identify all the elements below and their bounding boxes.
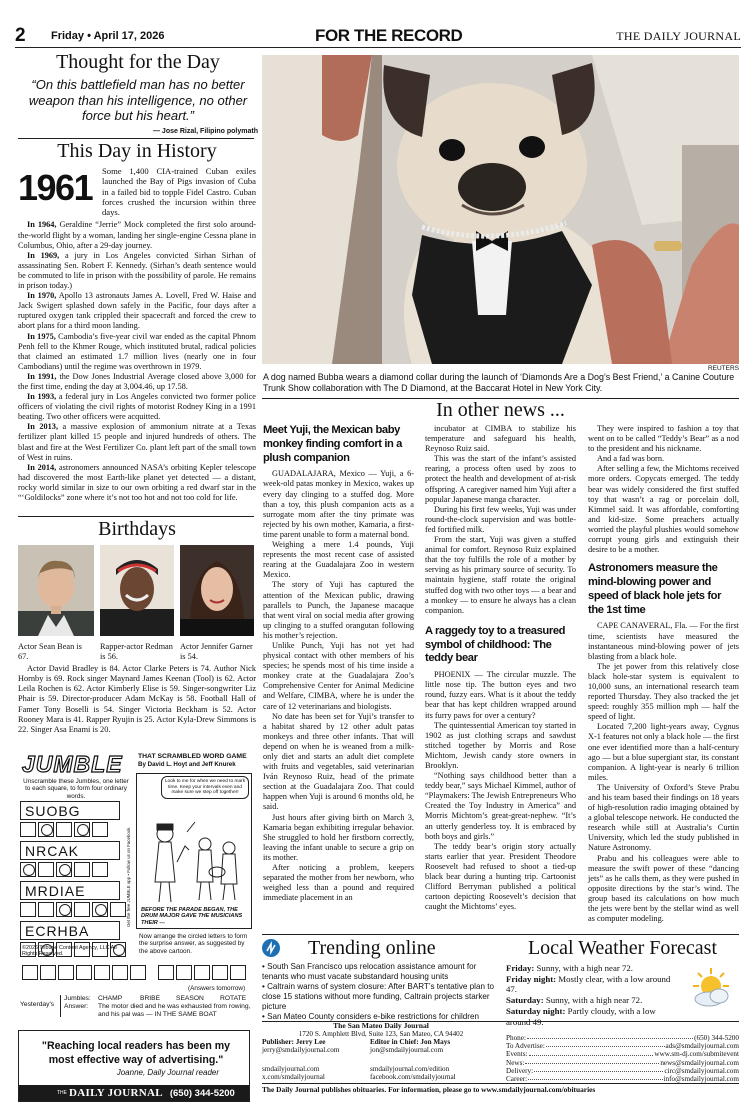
jumble-answer-tile[interactable] <box>194 965 210 980</box>
history-year: 1961 <box>18 167 93 208</box>
jumble-arrange: Now arrange the circled letters to form the surprise answer, as suggested by the above cartoon. <box>139 933 248 955</box>
weather-day: Friday: <box>506 963 535 973</box>
history-item-text: Geraldine “Jerrie” Mock completed the first solo around-the-world flight by a woman, landing her single-engine Cessna plane in Columbus, Ohio, after a 29-day journey. <box>18 220 256 250</box>
article-paragraph: Located 7,200 light-years away, Cygnus X-1 features not only a black hole — the first one ever identified more than a half-century ago — but a blue supergiant star, its constant companion. A light-year is nearly 6 trillion miles. <box>588 722 739 782</box>
masthead-address: 1720 S. Amphlett Blvd, Suite 123, San Mateo, CA 94402 <box>298 1030 464 1038</box>
jumble-letter-tile[interactable] <box>56 862 72 877</box>
jumble-letter-tile[interactable] <box>92 822 108 837</box>
jumble-letter-tiles <box>20 902 130 917</box>
history-item <box>18 422 256 462</box>
jumble-letter-tile[interactable] <box>20 902 36 917</box>
local-weather <box>506 936 739 1027</box>
weather-item <box>506 995 678 1006</box>
article-1-headline: Meet Yuji, the Mexican baby monkey finding comfort in a plush companion <box>263 424 402 464</box>
weather-forecast: Mostly clear, with a low around 47. <box>506 973 671 995</box>
jumble-letter-tile[interactable] <box>20 862 36 877</box>
masthead-publisher-email[interactable]: jerry@smdailyjournal.com <box>262 1046 340 1054</box>
jumble-letter-tile[interactable] <box>74 902 90 917</box>
history-item-year: In 1975, <box>27 331 56 341</box>
jumble-subtitle: THAT SCRAMBLED WORD GAME <box>138 753 247 760</box>
contact-row[interactable] <box>506 1075 739 1083</box>
portrait-redman <box>100 545 174 636</box>
history-item <box>18 392 256 422</box>
cartoon-caption: BEFORE THE PARADE BEGAN, THE DRUM MAJOR GAVE THE MUSICIANS THEIR --- <box>141 906 243 926</box>
thought-for-the-day <box>18 50 258 135</box>
article-paragraph: CAPE CANAVERAL, Fla. — For the first time, scientists have measured the instantaneous mind-blowing power of jets blasting from a black hole. <box>588 621 739 661</box>
yesterday-jumble-1: CHAMP <box>98 995 123 1002</box>
article-paragraph: This was the start of the infant’s assisted rearing, a process often used by zoos to protect the health and development of at-risk offspring. A caregiver named him Yuji after a popular Japanese manga character. <box>425 454 576 504</box>
jumble-letter-tile[interactable] <box>56 822 72 837</box>
jumble-letter-tiles <box>20 822 130 837</box>
article-paragraph: The University of Oxford’s Steve Prabu and his team based their findings on 18 years of high-resolution radio imaging obtained by a global telescope network. He conducted the research while still at Australia’s Curtin University, which led the study published in Nature Astronomy. <box>588 782 739 853</box>
ad-bar <box>19 1085 249 1101</box>
yesterday-label: Yesterday's <box>20 1001 55 1008</box>
jumble-answer-tile[interactable] <box>230 965 246 980</box>
contact-label: Delivery: <box>506 1066 534 1075</box>
contact-value[interactable]: news@smdailyjournal.com <box>660 1058 739 1067</box>
this-day-in-history <box>18 139 256 503</box>
page-number: 2 <box>15 25 26 46</box>
contact-row[interactable] <box>506 1059 739 1067</box>
contact-label: Phone: <box>506 1034 526 1042</box>
history-item-text: astronomers announced NASA’s orbiting Kepler telescope had discovered the most Earth-like planet yet detected — a distant, rocky world similar in size to our own orbiting a red dwarf star in the “‘Goldilocks” zone where it’s not too hot and not too cold for life. <box>18 462 256 503</box>
jumble-letter-tile[interactable] <box>38 862 54 877</box>
ad-phone: (650) 344-5200 <box>169 1087 235 1099</box>
birthdays-title: Birthdays <box>98 518 176 540</box>
birthdays <box>18 517 256 735</box>
jumble-scrambled-word: MRDIAE <box>20 881 120 900</box>
masthead <box>262 1022 739 1112</box>
history-title: This Day in History <box>57 140 217 162</box>
article-paragraph: Unlike Punch, Yuji has not yet had physical contact with other members of his species; he spends most of his time inside a monkey crate at the Guadalajara Zoo’s Comprehensive Center for Animal Medicine and Welfare, CIMBA, where he is under the care of 12 veterinarians and biologists. <box>263 640 414 711</box>
masthead-editor: Editor in Chief: Jon Mays <box>370 1038 451 1046</box>
jumble-answer-tile[interactable] <box>58 965 74 980</box>
cartoon-bubble: Look to me for when we need to mark time. Keep your intervals even and make sure we step off together! <box>161 776 249 799</box>
trending-online <box>262 936 502 1022</box>
masthead-name: The San Mateo Daily Journal <box>333 1021 429 1030</box>
history-item <box>18 463 256 503</box>
feature-photo <box>262 55 739 364</box>
history-item-text: Apollo 13 astronauts James A. Lovell, Fred W. Haise and Jack Swigert splashed down safely in the Pacific, four days after a ruptured oxygen tank crippled their spacecraft and forced the crew to abort plans for a third moon landing. <box>18 291 256 331</box>
news-column-2 <box>425 424 576 912</box>
history-item-year: In 2013, <box>27 422 59 432</box>
ad-logo-the: THE <box>57 1090 67 1096</box>
article-paragraph: After noticing a problem, keepers separated the mother from her newborn, who weighed less than a pound and required immediate placement in an <box>263 863 414 903</box>
article-paragraph: During his first few weeks, Yuji was under round-the-clock supervision and was bottle-fed fortified milk. <box>425 504 576 534</box>
history-item <box>18 251 256 291</box>
jumble-scrambled-word: NRCAK <box>20 841 120 860</box>
birthday-person-2 <box>100 545 174 662</box>
weather-forecast: Sunny, with a high near 72. <box>534 963 633 973</box>
jumble-side-text: Get the free JUMBLE app • Follow us on Facebook <box>126 827 131 927</box>
jumble-letter-tile[interactable] <box>56 902 72 917</box>
paper-name: THE DAILY JOURNAL <box>616 29 741 43</box>
contact-row[interactable] <box>506 1034 739 1042</box>
trending-item[interactable]: • South San Francisco ups relocation assistance amount for tenants who must vacate substandard housing units <box>262 962 477 981</box>
contact-row[interactable] <box>506 1067 739 1075</box>
jumble-answer-tile[interactable] <box>158 965 174 980</box>
article-2-body-2 <box>588 424 739 555</box>
thought-title: Thought for the Day <box>56 51 220 73</box>
jumble-word-block <box>20 801 130 837</box>
article-paragraph: And a fad was born. <box>597 454 665 464</box>
jumble-letter-tile[interactable] <box>110 902 126 917</box>
photo-credit: REUTERS <box>707 365 739 372</box>
jumble-answer-tile[interactable] <box>130 965 146 980</box>
article-paragraph: PHOENIX — The circular muzzle. The little nose tip. The button eyes and two round, fuzzy ears. What is it about the teddy bear that has kept children wrapped around its furry paws for over a century? <box>425 670 576 720</box>
weather-item <box>506 974 678 995</box>
birthday-caption-3: Actor Jennifer Garner is 54. <box>180 642 253 662</box>
article-paragraph: From the start, Yuji was given a stuffed animal for comfort. Reynoso Ruiz explained that the toy fulfills the role of a mother by serving as his primary source of security. To maintain hygiene, staff rotate the original stuffed dog with two other toys — a bear and a monkey — to ensure he always has a clean companion. <box>425 535 576 615</box>
history-item-year: In 1991, <box>27 371 57 381</box>
article-paragraph: GUADALAJARA, Mexico — Yuji, a 6-week-old patas monkey in Mexico, wakes up every day clinging to a stuffed dog. More than a toy, this plush companion acts as a surrogate mom after the tiny primate was rejected by his own mother, Kamaria, a first-time parent unable to form a maternal bond. <box>263 469 414 539</box>
weather-forecast: Sunny, with a high near 72. <box>543 995 643 1006</box>
article-paragraph: “Nothing says childhood better than a teddy bear,” says Michael Kimmel, author of “Playmakers: The Jewish Entrepreneurs Who Created the Toy Industry in America” and Morris Michtom’s great-great-nephew. “It’s an utterly genderless toy. It is embraced by both boys and girls.” <box>425 771 576 841</box>
jumble-answer-tile[interactable] <box>40 965 56 980</box>
contact-label: News: <box>506 1058 525 1067</box>
history-item-text: a federal jury in Los Angeles convicted two former police officers of violating the civil rights of motorist Rodney King in a 1991 beating. Two other officers were acquitted. <box>18 392 256 422</box>
issue-date: Friday • April 17, 2026 <box>51 30 165 42</box>
jumble-answer-tile[interactable] <box>76 965 92 980</box>
news-title: In other news ... <box>436 399 565 421</box>
trending-item[interactable]: • Caltrain warns of system closure: After BART’s tentative plan to close 15 stations without more funding, Caltrain projects starker picture <box>262 982 494 1011</box>
jumble-letter-tile[interactable] <box>38 822 54 837</box>
history-item-text: a massive explosion of ammonium nitrate at a Texas fertilizer plant killed 15 people and injured hundreds of others. The blast and fire at the West Fertilizer Co. plant left part of the small town of West in ruins. <box>18 422 256 462</box>
jumble-puzzle <box>18 751 256 1021</box>
history-item-year: In 1969, <box>27 250 60 260</box>
masthead-web-1[interactable]: smdailyjournal.com <box>262 1065 320 1073</box>
weather-day: Saturday night: <box>506 1005 566 1016</box>
jumble-instructions: Unscramble these Jumbles, one letter to each square, to form four ordinary words. <box>23 778 129 800</box>
article-3-body <box>588 621 739 924</box>
birthday-person-3 <box>180 545 254 662</box>
jumble-answer-tile[interactable] <box>212 965 228 980</box>
thought-quote: “On this battlefield man has no better weapon than his intelligence, no other force but his heart.” <box>28 77 248 123</box>
weather-forecast: Partly cloudy, with a low around 49. <box>506 1005 656 1027</box>
history-item-text: the Dow Jones Industrial Average closed above 3,000 for the first time, ending the day at 3,004.46, up 17.58. <box>18 371 257 391</box>
article-2-body-1 <box>425 670 576 912</box>
contact-label: To Advertise: <box>506 1042 545 1051</box>
trending-icon <box>262 939 280 957</box>
history-list <box>18 220 256 503</box>
contact-label: Events: <box>506 1050 528 1059</box>
jumble-copyright: ©2026 Tribune Content Agency, LLC All Rights Reserved. <box>22 945 117 958</box>
history-item-text: Cambodia’s five-year civil war ended as the capital Phnom Penh fell to the Khmer Rouge, which instituted brutal, radical policies that claimed an estimated 1.7 million lives (nearly one in four Cambodians) until the regime was overthrown in 1979. <box>18 331 256 371</box>
weather-day: Saturday: <box>506 995 544 1006</box>
obituaries-note: The Daily Journal publishes obituaries. For information, please go to www.smdailyjournal.com/obituaries <box>262 1085 596 1094</box>
contact-value[interactable]: (650) 344-5200 <box>694 1034 739 1042</box>
birthday-caption-1: Actor Sean Bean is 67. <box>18 642 82 662</box>
trending-item[interactable]: • San Mateo County considers e-bike restrictions for children <box>262 1012 479 1021</box>
jumble-scrambled-word: ECRHBA <box>20 921 120 940</box>
ad-quote: "Reaching local readers has been my most effective way of advertising." <box>41 1040 231 1066</box>
jumble-scrambled-word: SUOBG <box>20 801 120 820</box>
birthdays-text: Actor David Bradley is 84. Actor Clarke Peters is 74. Author Nick Hornby is 69. Rock singer Maynard James Keenan (Tool) is 62. Actor Leila Rochen is 62. Actor Kimberly Elise is 59. Singer-songwriter Liz Phair is 59. Director-producer Adam McKay is 58. Football Hall of Famer Tony Boselli is 54. Singer Victoria Beckham is 52. Actor Rooney Mara is 41. Rapper Ryujin is 25. Actor Kyla-Drew Simmons is 22. Singer Asa Enami is 20. <box>18 664 256 734</box>
masthead-web-4[interactable]: facebook.com/smdailyjournal <box>370 1073 456 1081</box>
article-paragraph: The story of Yuji has captured the attention of the Mexican public, drawing parallels to Punch, the Japanese macaque that went viral on social media after growing up clinging to a stuffed orangutan following his mother’s rejection. <box>263 580 414 640</box>
jumble-letter-tile[interactable] <box>74 862 90 877</box>
jumble-answer-tile[interactable] <box>112 965 128 980</box>
portrait-jennifer-garner <box>180 545 254 636</box>
article-paragraph: The quintessential American toy started in 1902 as just clothing scraps and sawdust stitched together by Morris and Rose Michtom, Jewish candy store owners in Brooklyn. <box>425 720 576 771</box>
news-column-1 <box>263 424 414 903</box>
dog-photo <box>262 55 739 364</box>
page-header <box>15 25 741 47</box>
article-3-headline: Astronomers measure the mind-blowing power and speed of black hole jets for the 1st time <box>588 562 722 616</box>
history-item-year: In 2014, <box>27 462 57 472</box>
jumble-letter-tile[interactable] <box>92 902 108 917</box>
birthday-person-1 <box>18 545 94 662</box>
thought-author: — Jose Rizal, Filipino polymath <box>152 127 258 135</box>
jumble-answer-tiles <box>22 965 246 980</box>
jumble-words <box>20 801 130 961</box>
jumble-letter-tile[interactable] <box>74 822 90 837</box>
article-paragraph: The jet power from this relatively close black hole-star system is equivalent to 10,000 suns, an international research team reported Thursday. They also tracked the jet speed: roughly 355 million mph — half the speed of light. <box>588 661 739 722</box>
article-paragraph: No date has been set for Yuji’s transfer to a habitat shared by 12 other adult patas monkeys and three other infants. That will depend on when he is weaned from a milk-only diet and starts an adult diet complete with fruits and vegetables, said veterinarian Iván Reynoso Ruiz, head of the primate section at the Guadalajara Zoo. That could happen when Yuji is around 6 months old, he said. <box>263 711 414 812</box>
article-paragraph: After selling a few, the Michtoms received more orders. Copycats emerged. The teddy bear was widely considered the first stuffed toy that wasn’t a rag or porcelain doll, Kimmel said. It was affordable, comforting and kid-size. Some preachers actually worried the playful plushies would somehow corrupt young girls and extinguish their desire to be a mother. <box>588 464 739 555</box>
contact-list <box>506 1034 739 1083</box>
history-item-year: In 1970, <box>27 291 57 301</box>
contact-value[interactable]: ads@smdailyjournal.com <box>665 1042 739 1051</box>
article-paragraph: Weighing a mere 1.4 pounds, Yuji represents the most recent case of assisted rearing at the Guadalajara Zoo in western Mexico. <box>263 540 414 580</box>
jumble-answer-tile[interactable] <box>22 965 38 980</box>
jumbles-label: Jumbles: <box>64 995 91 1002</box>
jumble-letter-tile[interactable] <box>38 902 54 917</box>
yesterday-jumble-2: BRIBE <box>140 995 161 1002</box>
masthead-web-3[interactable]: smdailyjournal.com/edition <box>370 1065 450 1073</box>
masthead-editor-email[interactable]: jon@smdailyjournal.com <box>370 1046 444 1054</box>
yesterday-jumble-4: ROTATE <box>220 995 247 1002</box>
history-item <box>18 372 256 392</box>
history-item <box>18 220 256 250</box>
ad-logo: DAILY JOURNAL <box>69 1087 163 1099</box>
jumble-letter-tile[interactable] <box>92 862 108 877</box>
jumble-letter-tiles <box>20 862 130 877</box>
history-item-year: In 1993, <box>27 392 57 402</box>
article-paragraph: The teddy bear’s origin story actually starts earlier that year. President Theodore Roosevelt had refused to shoot a tied-up black bear during a hunting trip. Cartoonist Clifford Berryman published a political cartoon depicting Roosevelt’s decision that caught the Michtoms’ eyes. <box>425 841 576 912</box>
jumble-letter-tile[interactable] <box>20 822 36 837</box>
answer-label: Answer: <box>64 1003 89 1010</box>
masthead-web-2[interactable]: x.com/smdailyjournal <box>262 1073 325 1081</box>
yesterday-answer: The motor died and he was exhausted from rowing, and his pal was — IN THE SAME BOAT <box>98 1003 251 1018</box>
jumble-word-block <box>20 841 130 877</box>
jumble-logo: JUMBLE <box>22 751 123 777</box>
contact-value[interactable]: www.sm-dj.com/submitevent <box>654 1050 739 1059</box>
contact-row[interactable] <box>506 1050 739 1058</box>
masthead-publisher: Publisher: Jerry Lee <box>262 1038 326 1046</box>
article-paragraph: They were inspired to fashion a toy that went on to be called “Teddy’s Bear” as a nod to the president and his nickname. <box>588 424 739 454</box>
jumble-answer-tile[interactable] <box>176 965 192 980</box>
trending-title: Trending online <box>308 937 436 959</box>
jumble-answers-tomorrow: (Answers tomorrow) <box>188 985 246 992</box>
cartoon-drawing <box>137 802 252 920</box>
article-1-body-2 <box>425 424 576 616</box>
weather-day: Friday night: <box>506 973 557 984</box>
contact-row[interactable] <box>506 1042 739 1050</box>
weather-list <box>506 963 678 1027</box>
jumble-byline: By David L. Hoyt and Jeff Knurek <box>138 761 236 768</box>
history-item <box>18 332 256 372</box>
photo-caption: A dog named Bubba wears a diamond collar during the launch of ‘Diamonds Are a Dog’s Best Friend,’ a Canine Couture Trunk Show collaboration with The D Diamond, at the Baccarat Hotel in New York City. <box>263 372 735 393</box>
article-paragraph: Just hours after giving birth on March 3, Kamaria began exhibiting irregular behavior. She struggled to hold her firstborn correctly, leaving the infant unable to secure a grip on its mother. <box>263 812 414 862</box>
yesterday-jumble-3: SEASON <box>176 995 204 1002</box>
contact-value[interactable]: circ@smdailyjournal.com <box>664 1066 739 1075</box>
portrait-sean-bean <box>18 545 94 636</box>
contact-value[interactable]: info@smdailyjournal.com <box>663 1075 739 1084</box>
weather-item <box>506 963 678 974</box>
advertisement[interactable] <box>18 1030 250 1102</box>
article-2-headline: A raggedy toy to a treasured symbol of childhood: The teddy bear <box>425 624 566 665</box>
jumble-cartoon <box>136 773 252 929</box>
article-1-body-1 <box>263 469 414 903</box>
history-lead: Some 1,400 CIA-trained Cuban exiles launched the Bay of Pigs invasion of Cuba in a failed bid to topple Fidel Castro. Cuban forces crushed the incursion within three days. <box>102 166 256 218</box>
history-item-text: a jury in Los Angeles convicted Sirhan Sirhan of assassinating Sen. Robert F. Kennedy. (Sirhan’s death sentence would be commuted to life in prison with the possibility of parole. He remains in prison today.) <box>18 250 256 291</box>
jumble-word-block <box>20 881 130 917</box>
sun-cloud-icon <box>687 966 735 1010</box>
ad-author: Joanne, Daily Journal reader <box>116 1068 219 1077</box>
section-name: FOR THE RECORD <box>315 26 463 45</box>
article-paragraph: incubator at CIMBA to stabilize his temperature and safeguard his health, Reynoso Ruiz said. <box>425 424 576 454</box>
birthday-caption-2: Rapper-actor Redman is 56. <box>100 642 173 662</box>
trending-list <box>262 962 502 1022</box>
history-item-year: In 1964, <box>27 220 57 230</box>
jumble-answer-tile[interactable] <box>94 965 110 980</box>
contact-label: Career: <box>506 1075 528 1084</box>
weather-title: Local Weather Forecast <box>527 937 718 959</box>
history-item <box>18 291 256 331</box>
news-column-3 <box>588 424 739 924</box>
article-paragraph: Prabu and his colleagues were able to measure the swift power of these “dancing jets” as he calls them, as they were pushed in opposite directions by the star’s wind. The group based its calculations on how much the jets were bent by the stellar wind as well as computer modeling. <box>588 853 739 924</box>
